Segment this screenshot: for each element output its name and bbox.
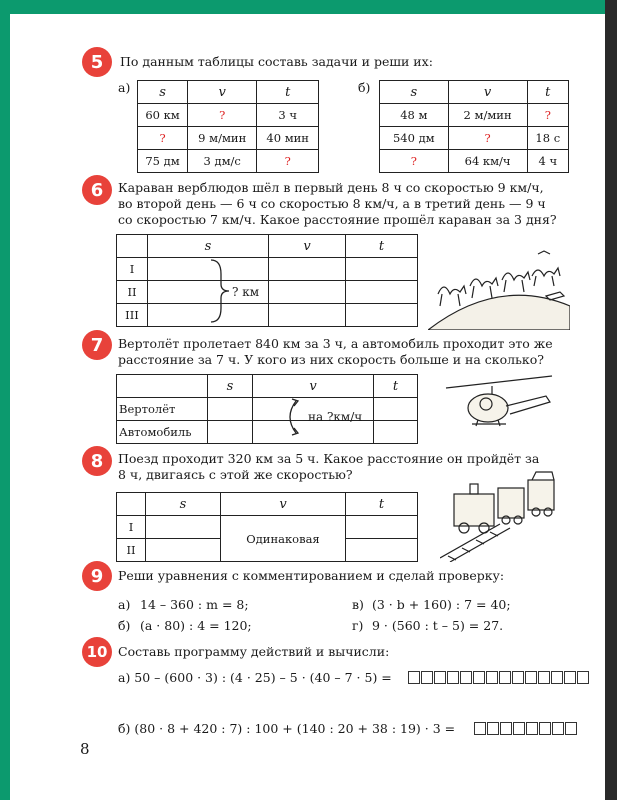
table-cell: 75 дм bbox=[138, 150, 188, 173]
exercise-5-text: По данным таблицы составь задачи и реши их: bbox=[120, 54, 433, 69]
exercise-9-eq-b: (a · 80) : 4 = 120; bbox=[140, 618, 252, 633]
header-t: t bbox=[527, 81, 568, 104]
header-t: t bbox=[346, 493, 418, 516]
exercise-7-line-1: Вертолёт пролетает 840 км за 3 ч, а автомобиль проходит это же bbox=[118, 336, 553, 351]
exercise-8-line-1: Поезд проходит 320 км за 5 ч. Какое расстояние он пройдёт за bbox=[118, 451, 540, 466]
table-cell: ? bbox=[188, 104, 257, 127]
table-row bbox=[117, 304, 418, 327]
table-cell bbox=[374, 421, 418, 444]
table-cell bbox=[346, 258, 418, 281]
table-header-row bbox=[138, 81, 319, 104]
exercise-5-table-a bbox=[137, 80, 319, 173]
table-header-row bbox=[380, 81, 569, 104]
brace-icon bbox=[205, 258, 235, 324]
page-number: 8 bbox=[80, 740, 90, 758]
table-cell bbox=[346, 281, 418, 304]
table-corner bbox=[117, 235, 148, 258]
row-label: I bbox=[117, 516, 146, 539]
page-binding-shadow bbox=[605, 0, 617, 800]
row-label: Вертолёт bbox=[117, 398, 208, 421]
table-row bbox=[117, 516, 418, 539]
table-cell: 2 м/мин bbox=[448, 104, 527, 127]
exercise-6-line-2: во второй день — 6 ч со скоростью 8 км/ч, а в третий день — 9 ч bbox=[118, 196, 546, 211]
exercise-6-brace-label: ? км bbox=[232, 285, 260, 299]
exercise-10-expr-a: а) 50 – (600 · 3) : (4 · 25) – 5 · (40 – 7 · 5) = bbox=[118, 670, 392, 685]
exercise-9-eq-g: 9 · (560 : t – 5) = 27. bbox=[372, 618, 504, 633]
table-cell bbox=[346, 304, 418, 327]
table-cell: ? bbox=[257, 150, 319, 173]
table-cell bbox=[346, 516, 418, 539]
table-row bbox=[138, 127, 319, 150]
table-row bbox=[138, 150, 319, 173]
same-speed-cell: Одинаковая bbox=[221, 516, 346, 562]
exercise-9-eq-v: (3 · b + 160) : 7 = 40; bbox=[372, 597, 511, 612]
table-cell: 540 дм bbox=[380, 127, 449, 150]
row-label: III bbox=[117, 304, 148, 327]
header-v: v bbox=[188, 81, 257, 104]
row-label: II bbox=[117, 539, 146, 562]
table-header-row bbox=[117, 493, 418, 516]
header-s: s bbox=[146, 493, 221, 516]
exercise-10-text: Составь программу действий и вычисли: bbox=[118, 644, 390, 659]
table-cell bbox=[269, 281, 346, 304]
table-cell: 9 м/мин bbox=[188, 127, 257, 150]
table-cell bbox=[374, 398, 418, 421]
exercise-9-eq-a: 14 – 360 : m = 8; bbox=[140, 597, 249, 612]
exercise-6-table bbox=[116, 234, 418, 327]
table-cell: 4 ч bbox=[527, 150, 568, 173]
table-cell: 3 ч bbox=[257, 104, 319, 127]
table-corner bbox=[117, 493, 146, 516]
exercise-5-badge: 5 bbox=[82, 47, 112, 77]
table-row bbox=[138, 104, 319, 127]
table-row bbox=[117, 258, 418, 281]
row-label: II bbox=[117, 281, 148, 304]
table-row bbox=[117, 398, 418, 421]
table-cell: ? bbox=[448, 127, 527, 150]
header-s: s bbox=[208, 375, 253, 398]
header-s: s bbox=[138, 81, 188, 104]
exercise-5-table-b bbox=[379, 80, 569, 173]
page-top-border bbox=[0, 0, 617, 14]
table-cell: 60 км bbox=[138, 104, 188, 127]
table-corner bbox=[117, 375, 208, 398]
helicopter-illustration bbox=[440, 374, 560, 438]
row-label: Автомобиль bbox=[117, 421, 208, 444]
camel-caravan-illustration bbox=[428, 246, 570, 330]
exercise-8-table bbox=[116, 492, 418, 562]
exercise-9-eq-v-label: в) bbox=[352, 597, 364, 612]
table-cell bbox=[346, 539, 418, 562]
exercise-6-badge: 6 bbox=[82, 175, 112, 205]
exercise-5-label-b: б) bbox=[358, 80, 371, 95]
page-left-border bbox=[0, 0, 10, 800]
table-row bbox=[380, 150, 569, 173]
exercise-8-badge: 8 bbox=[82, 446, 112, 476]
exercise-6-line-3: со скоростью 7 км/ч. Какое расстояние прошёл караван за 3 дня? bbox=[118, 212, 557, 227]
exercise-9-eq-g-label: г) bbox=[352, 618, 364, 633]
table-cell: ? bbox=[527, 104, 568, 127]
exercise-6-line-1: Караван верблюдов шёл в первый день 8 ч со скоростью 9 км/ч, bbox=[118, 180, 544, 195]
table-row bbox=[117, 281, 418, 304]
exercise-9-badge: 9 bbox=[82, 561, 112, 591]
header-t: t bbox=[374, 375, 418, 398]
header-v: v bbox=[221, 493, 346, 516]
header-v: v bbox=[269, 235, 346, 258]
exercise-7-badge: 7 bbox=[82, 330, 112, 360]
table-header-row bbox=[117, 235, 418, 258]
exercise-9-text: Реши уравнения с комментированием и сделай проверку: bbox=[118, 568, 505, 583]
table-header-row bbox=[117, 375, 418, 398]
table-cell bbox=[208, 398, 253, 421]
exercise-7-line-2: расстояние за 7 ч. У кого из них скорость больше и на сколько? bbox=[118, 352, 544, 367]
header-v: v bbox=[253, 375, 374, 398]
table-cell bbox=[146, 516, 221, 539]
exercise-10-expr-b: б) (80 · 8 + 420 : 7) : 100 + (140 : 20 + 38 : 19) · 3 = bbox=[118, 721, 456, 736]
table-cell: 18 с bbox=[527, 127, 568, 150]
exercise-5-label-a: а) bbox=[118, 80, 131, 95]
table-cell bbox=[208, 421, 253, 444]
exercise-9-eq-a-label: а) bbox=[118, 597, 131, 612]
header-s: s bbox=[148, 235, 269, 258]
table-cell: 64 км/ч bbox=[448, 150, 527, 173]
exercise-9-eq-b-label: б) bbox=[118, 618, 131, 633]
exercise-8-line-2: 8 ч, двигаясь с этой же скоростью? bbox=[118, 467, 353, 482]
table-row bbox=[380, 104, 569, 127]
table-cell bbox=[269, 258, 346, 281]
train-illustration bbox=[440, 466, 570, 562]
table-row bbox=[117, 421, 418, 444]
exercise-10-answer-boxes-b[interactable] bbox=[474, 722, 578, 735]
table-cell bbox=[146, 539, 221, 562]
header-t: t bbox=[257, 81, 319, 104]
table-cell: ? bbox=[380, 150, 449, 173]
table-cell: ? bbox=[138, 127, 188, 150]
exercise-7-table bbox=[116, 374, 418, 444]
table-cell: 40 мин bbox=[257, 127, 319, 150]
row-label: I bbox=[117, 258, 148, 281]
table-cell bbox=[269, 304, 346, 327]
header-t: t bbox=[346, 235, 418, 258]
table-cell: 3 дм/с bbox=[188, 150, 257, 173]
exercise-7-compare-label: на ?км/ч bbox=[308, 410, 363, 424]
header-s: s bbox=[380, 81, 449, 104]
table-row bbox=[380, 127, 569, 150]
table-cell: 48 м bbox=[380, 104, 449, 127]
exercise-10-answer-boxes-a[interactable] bbox=[408, 671, 590, 684]
exercise-10-badge: 10 bbox=[82, 637, 112, 667]
header-v: v bbox=[448, 81, 527, 104]
